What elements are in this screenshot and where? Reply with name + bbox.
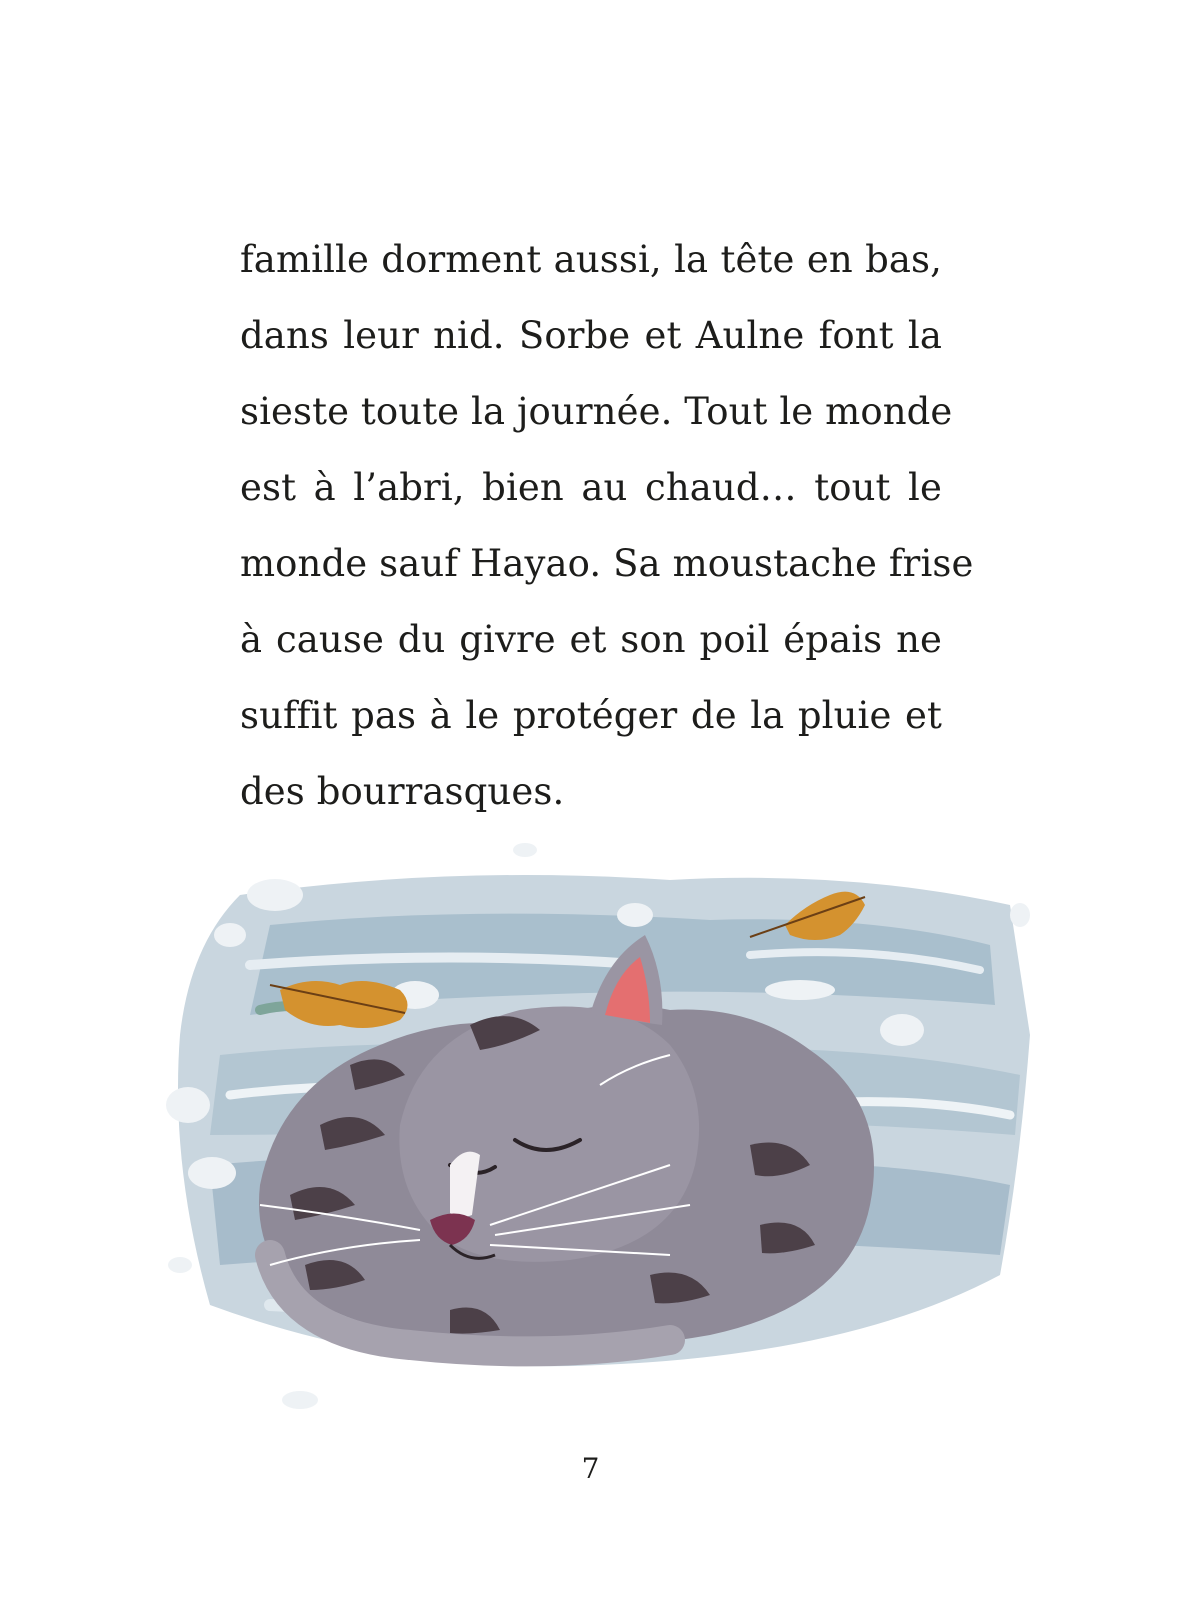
body-text	[240, 222, 974, 830]
text-line: monde sauf Hayao. Sa moustache frise	[240, 542, 974, 585]
page-number: 7	[581, 1452, 600, 1485]
sleeping-cat-illustration	[150, 835, 1050, 1420]
text-line: suffit pas à le protéger de la pluie et	[240, 694, 942, 737]
text-line: famille dorment aussi, la tête en bas,	[240, 238, 942, 281]
text-line: des bourrasques.	[240, 770, 565, 813]
text-line: est à l’abri, bien au chaud… tout le	[240, 466, 942, 509]
text-line: sieste toute la journée. Tout le monde	[240, 390, 953, 433]
text-line: à cause du givre et son poil épais ne	[240, 618, 942, 661]
text-line: dans leur nid. Sorbe et Aulne font la	[240, 314, 942, 357]
